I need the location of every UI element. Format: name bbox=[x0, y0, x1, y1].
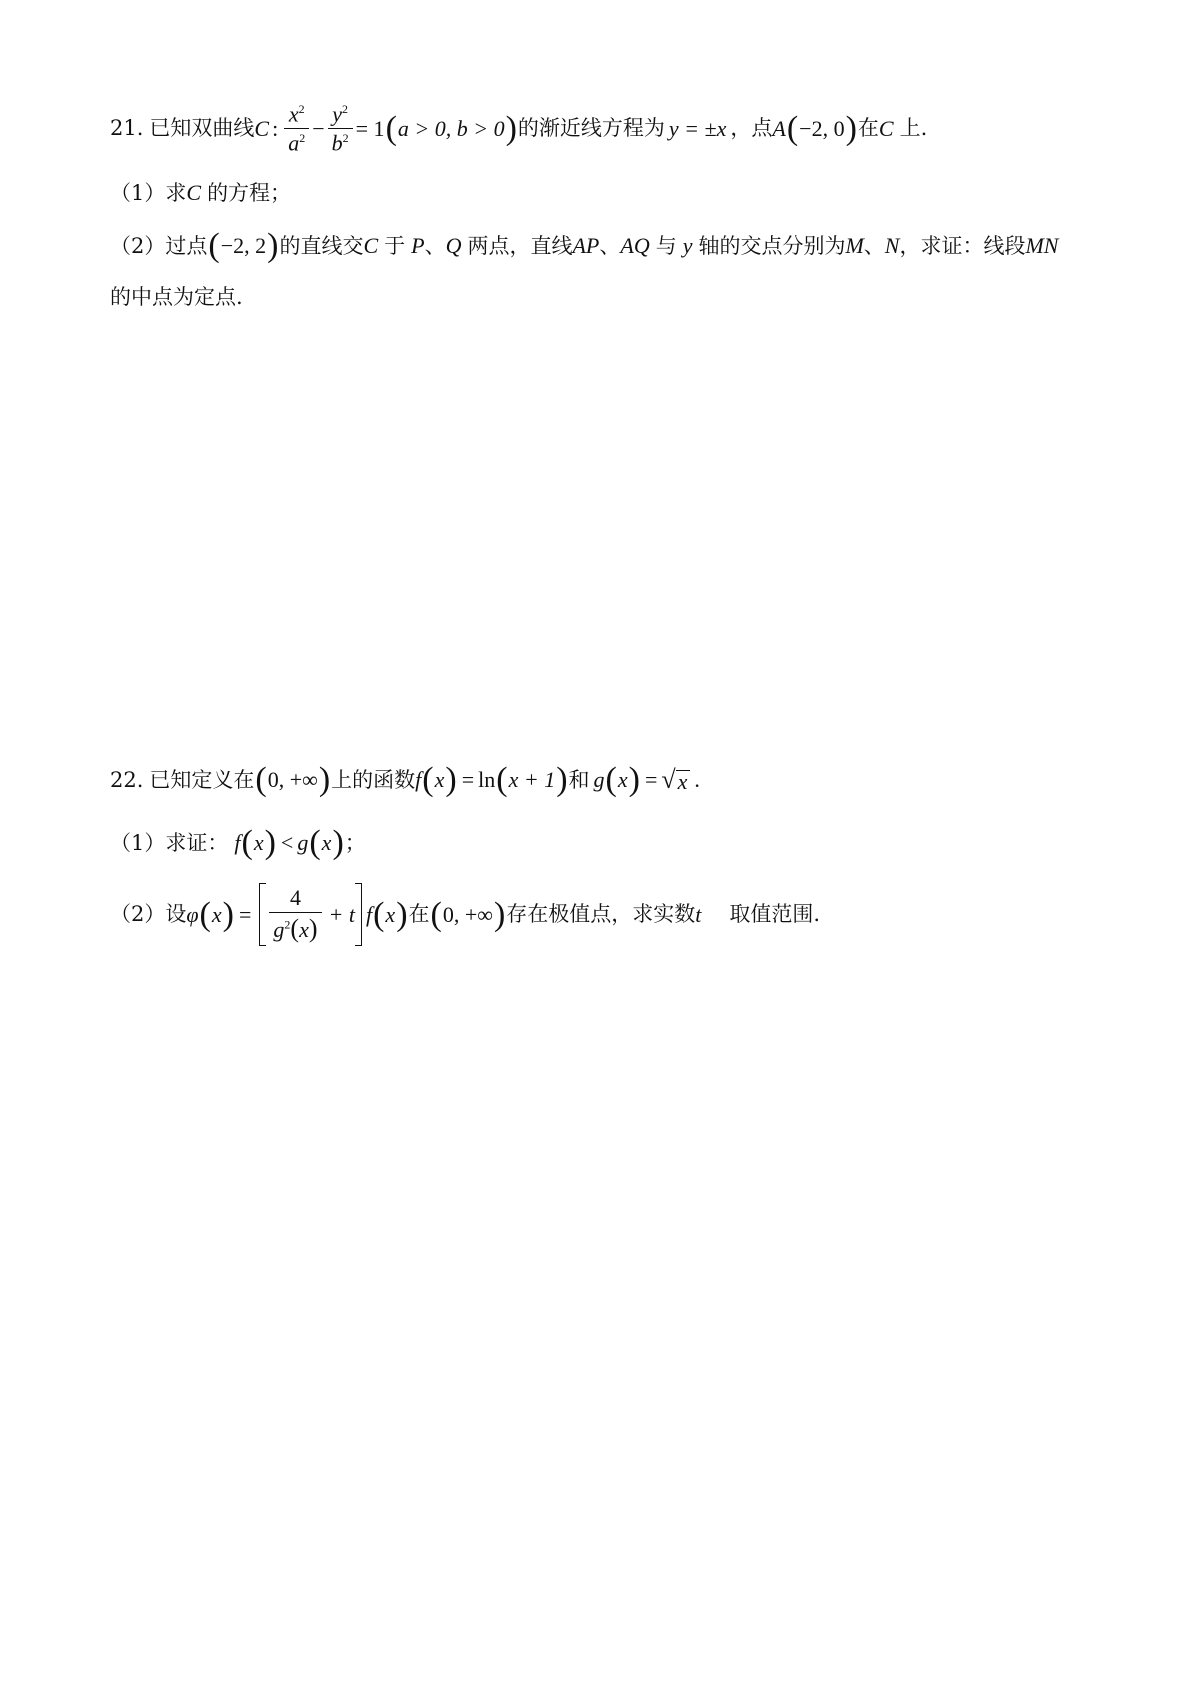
equals-one: = 1 bbox=[355, 115, 385, 141]
interval: 0, +∞ bbox=[267, 767, 318, 792]
paren-open: ( bbox=[241, 824, 253, 861]
phi-fn: φ bbox=[186, 901, 199, 927]
in-text: 在 bbox=[408, 902, 430, 926]
point-P: P bbox=[411, 233, 425, 258]
y-var: y bbox=[332, 101, 343, 127]
segment-MN: MN bbox=[1025, 233, 1059, 258]
q21-intro: 已知双曲线 bbox=[149, 116, 255, 141]
x-plus-1: x + 1 bbox=[508, 767, 556, 792]
g-fn: g bbox=[273, 917, 285, 942]
paren-close: ) bbox=[318, 761, 331, 798]
curve-C: C bbox=[254, 115, 270, 141]
on-end-text: 上. bbox=[899, 116, 928, 141]
paren-close: ) bbox=[264, 824, 276, 861]
separator: 、 bbox=[424, 233, 446, 258]
ext-text: 存在极值点，求实数 bbox=[506, 902, 696, 926]
sqrt-x bbox=[661, 767, 690, 793]
paren-open: ( bbox=[430, 895, 442, 933]
part2-text1: 的直线交 bbox=[279, 233, 364, 258]
paren-close: ) bbox=[505, 109, 517, 147]
f-fn: f bbox=[234, 830, 241, 855]
equals: = bbox=[238, 901, 252, 927]
paren-close: ) bbox=[493, 895, 506, 933]
part2-text6: ，求证：线段 bbox=[899, 233, 1026, 258]
paren-close: ) bbox=[845, 109, 857, 147]
fraction-y2-b2 bbox=[328, 103, 353, 155]
a-var: a bbox=[288, 130, 300, 156]
t-var: t bbox=[695, 901, 702, 927]
q22-part2 bbox=[110, 883, 820, 946]
part2-label: （2）过点 bbox=[110, 233, 208, 258]
x-var: x bbox=[299, 917, 309, 942]
line-AP: AP bbox=[572, 233, 600, 258]
paren-close: ) bbox=[222, 895, 234, 933]
interval: 0, +∞ bbox=[442, 901, 493, 927]
minus-sign: − bbox=[312, 115, 325, 141]
period: . bbox=[694, 767, 700, 792]
curve-C: C bbox=[186, 180, 202, 205]
x-var: x bbox=[434, 767, 445, 792]
paren-close: ) bbox=[396, 895, 408, 933]
exp: 2 bbox=[299, 131, 306, 146]
part2-line2: 的中点为定点. bbox=[110, 285, 243, 309]
q21-number: 21. bbox=[110, 116, 144, 141]
y-axis: y bbox=[682, 233, 693, 258]
x-var: x bbox=[385, 901, 396, 927]
point-N: N bbox=[884, 233, 900, 258]
q21-part2-line2 bbox=[110, 287, 243, 308]
paren-close: ) bbox=[445, 761, 457, 798]
curve-C: C bbox=[878, 115, 894, 141]
part2-text2: 于 bbox=[384, 233, 406, 258]
curve-C: C bbox=[363, 233, 379, 258]
ln: ln bbox=[478, 767, 496, 792]
semicolon: ； bbox=[344, 830, 366, 855]
line-AQ: AQ bbox=[620, 233, 650, 258]
fraction-4-g2: $\frac{4}{g^2(x)}$ bbox=[269, 887, 321, 942]
q21-line-1 bbox=[110, 103, 927, 155]
separator: 、 bbox=[599, 233, 621, 258]
x-var: x bbox=[288, 101, 299, 127]
point-Q: Q bbox=[445, 233, 462, 258]
part1-label: （1）求证： bbox=[110, 830, 229, 855]
paren-open: ( bbox=[199, 895, 211, 933]
q22-line-1 bbox=[110, 763, 700, 797]
radical-sign: √ bbox=[661, 765, 676, 794]
and-text: 和 bbox=[568, 767, 590, 792]
f-fn: f bbox=[365, 901, 373, 927]
paren-open: ( bbox=[422, 761, 434, 798]
sqrt-argument: x bbox=[676, 770, 691, 793]
point-A: A bbox=[772, 115, 786, 141]
range-text: 取值范围. bbox=[729, 902, 821, 926]
paren-open: ( bbox=[309, 824, 321, 861]
paren-open: ( bbox=[255, 761, 267, 798]
fraction-x2-a2 bbox=[284, 103, 309, 155]
b-var: b bbox=[331, 130, 343, 156]
equals: = bbox=[644, 767, 658, 792]
g-fn: g bbox=[297, 830, 309, 855]
part2-point: −2, 2 bbox=[220, 233, 267, 258]
less-than: < bbox=[280, 830, 294, 855]
g-fn: g bbox=[593, 767, 605, 792]
q21-part2 bbox=[110, 229, 1058, 263]
asymptote-equation: y = ±x bbox=[668, 115, 727, 141]
paren-open: ( bbox=[605, 761, 617, 798]
exp: 2 bbox=[342, 102, 349, 116]
x-var: x bbox=[617, 767, 628, 792]
colon: : bbox=[272, 115, 279, 141]
point-M: M bbox=[845, 233, 864, 258]
q22-part1 bbox=[110, 826, 366, 860]
paren-close: ) bbox=[628, 761, 640, 798]
numerator-4: 4 bbox=[289, 885, 301, 910]
paren-open: ( bbox=[496, 761, 508, 798]
plus-t: + t bbox=[328, 901, 355, 927]
point-text: ，点 bbox=[730, 116, 773, 141]
q21-part1 bbox=[110, 182, 291, 204]
x-var: x bbox=[253, 830, 264, 855]
paren-open: ( bbox=[786, 109, 799, 147]
exp: 2 bbox=[298, 102, 305, 116]
exp: 2 bbox=[342, 131, 349, 146]
q22-number: 22. bbox=[110, 767, 144, 792]
paren-open: ( bbox=[385, 109, 397, 147]
condition: a > 0, b > 0 bbox=[397, 115, 505, 141]
part2-text3: 两点，直线 bbox=[467, 233, 573, 258]
separator: 、 bbox=[863, 233, 885, 258]
part2-text4: 与 bbox=[655, 233, 677, 258]
fn-text: 上的函数 bbox=[331, 767, 416, 792]
f-fn: f bbox=[415, 767, 422, 792]
part2-label: （2）设 bbox=[110, 902, 187, 926]
asymptote-text: 的渐近线方程为 bbox=[517, 116, 665, 141]
paren-open: ( bbox=[373, 895, 385, 933]
point-A-coords: −2, 0 bbox=[799, 115, 845, 141]
paren-close: ) bbox=[556, 761, 568, 798]
on-text: 在 bbox=[857, 116, 879, 141]
x-var: x bbox=[321, 830, 332, 855]
paren-close: ) bbox=[332, 824, 344, 861]
part2-text5: 轴的交点分别为 bbox=[698, 233, 846, 258]
q22-intro: 已知定义在 bbox=[149, 767, 255, 792]
part1-text: 的方程； bbox=[207, 180, 292, 205]
paren-open: ( bbox=[208, 227, 220, 264]
square-bracket bbox=[259, 883, 362, 946]
equals: = bbox=[461, 767, 475, 792]
part1-label: （1）求 bbox=[110, 180, 187, 205]
x-var: x bbox=[211, 901, 222, 927]
exp: 2 bbox=[284, 917, 291, 932]
paren-close: ) bbox=[267, 227, 279, 264]
